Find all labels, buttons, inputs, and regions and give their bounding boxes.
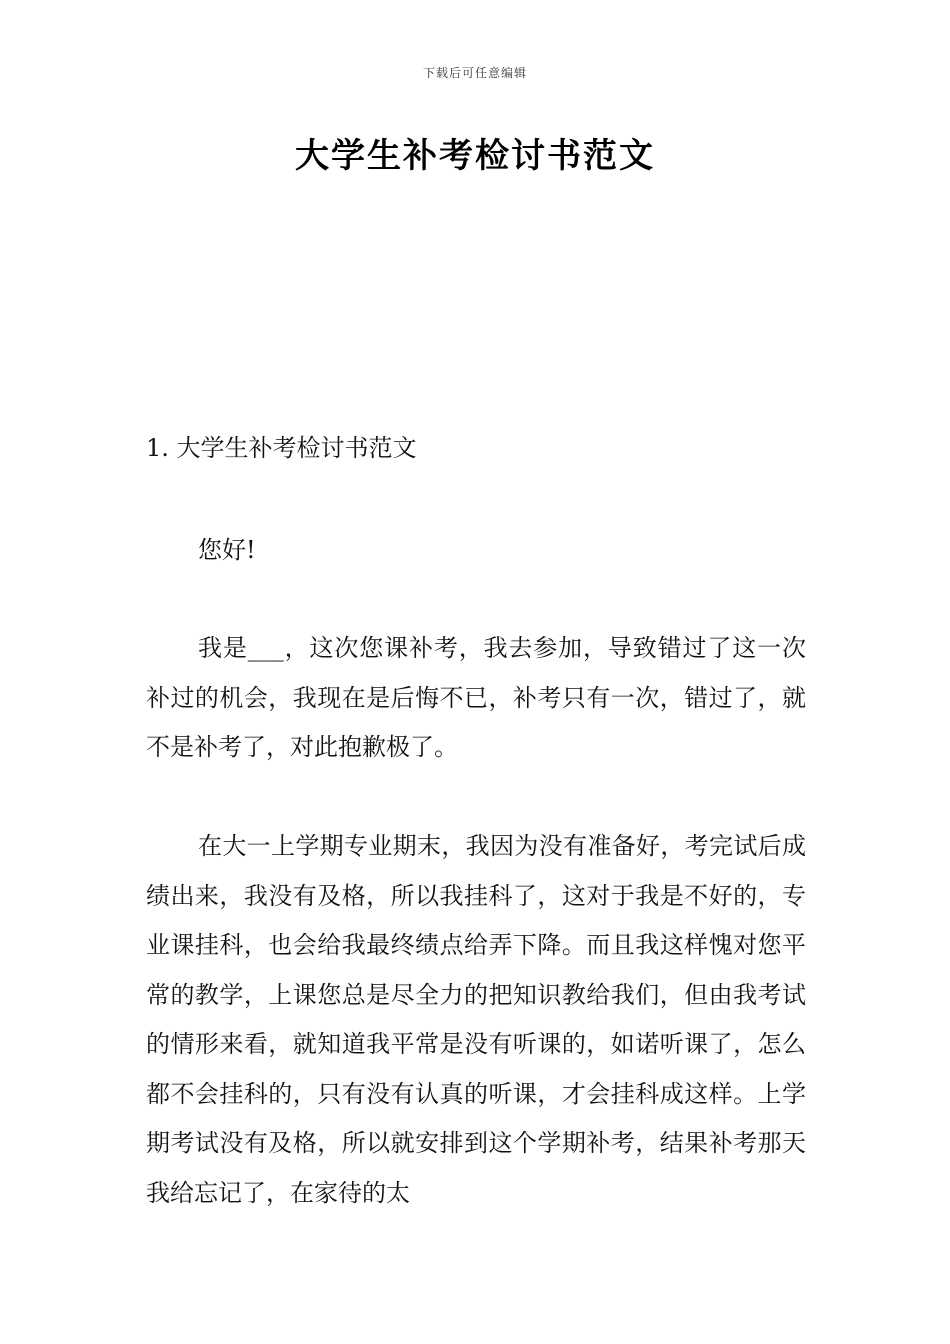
- document-title: 大学生补考检讨书范文: [295, 136, 655, 176]
- body-paragraph-1: 我是___，这次您课补考，我去参加，导致错过了这一次补过的机会，我现在是后悔不已，补考只有一次，错过了，就不是补考了，对此抱歉极了。: [146, 634, 806, 761]
- header-note: 下载后可任意编辑: [422, 66, 527, 80]
- greeting-paragraph: 您好!: [198, 536, 256, 564]
- body-paragraph-2: 在大一上学期专业期末，我因为没有准备好，考完试后成绩出来，我没有及格，所以我挂科了，这对于我是不好的，专业课挂科，也会给我最终绩点给弄下降。而且我这样愧对您平常的教学，上课您总是尽全力的把知识教给我们，但由我考试的情形来看，就知道我平常是没有听课的，如诺听课了，怎么都不会挂科的，只有没有认真的听课，才会挂科成这样。上学期考试没有及格，所以就安排到这个学期补考，结果补考那天我给忘记了，在家待的太: [146, 832, 806, 1207]
- section-heading: 1. 大学生补考检讨书范文: [146, 434, 417, 462]
